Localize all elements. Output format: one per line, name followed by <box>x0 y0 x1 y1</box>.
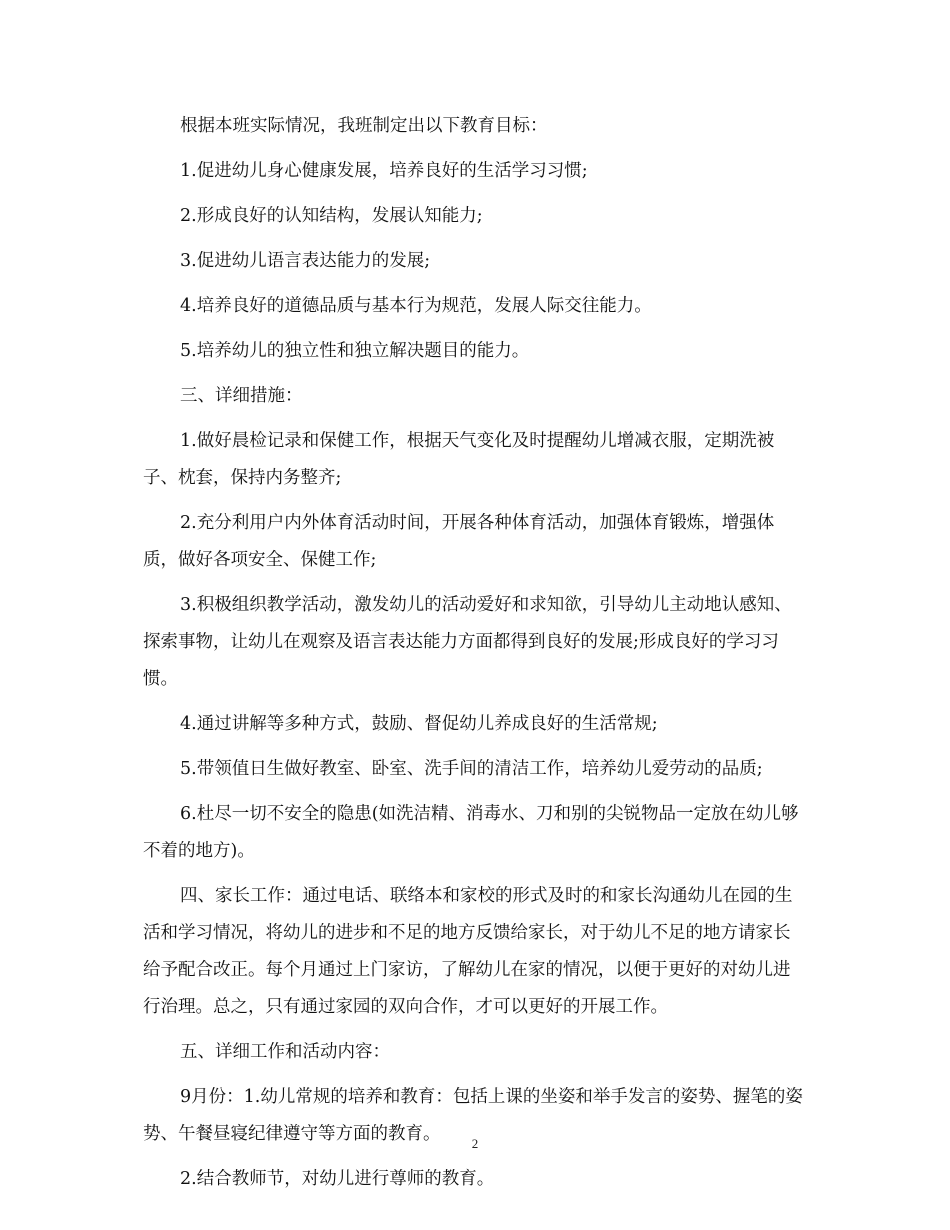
paragraph-measure-6: 6.杜尽一切不安全的隐患(如洗洁精、消毒水、刀和别的尖锐物品一定放在幼儿够不着的地方)。 <box>143 804 799 861</box>
paragraph-measure-4: 4.通过讲解等多种方式，鼓励、督促幼儿养成良好的生活常规; <box>180 714 658 734</box>
paragraph-measure-2: 2.充分利用户内外体育活动时间，开展各种体育活动，加强体育锻炼，增强体质，做好各项安全、保健工作; <box>143 513 775 570</box>
paragraph-goal-4: 4.培养良好的道德品质与基本行为规范，发展人际交往能力。 <box>180 296 652 316</box>
paragraph-september-2: 2.结合教师节，对幼儿进行尊师的教育。 <box>180 1169 495 1189</box>
section-heading-activities: 五、详细工作和活动内容： <box>180 1042 390 1062</box>
document-body <box>143 108 805 1206</box>
paragraph-goal-3: 3.促进幼儿语言表达能力的发展; <box>180 251 431 271</box>
paragraph-parent-work: 四、家长工作：通过电话、联络本和家校的形式及时的和家长沟通幼儿在园的生活和学习情况，将幼儿的进步和不足的地方反馈给家长，对于幼儿不足的地方请家长给予配合改正。每个月通过上门家访，了解幼儿在家的情况，以便于更好的对幼儿进行治理。总之，只有通过家园的双向合作，才可以更好的开展工作。 <box>143 886 793 1017</box>
paragraph-measure-5: 5.带领值日生做好教室、卧室、洗手间的清洁工作，培养幼儿爱劳动的品质; <box>180 759 763 779</box>
paragraph-goals-intro: 根据本班实际情况，我班制定出以下教育目标： <box>180 116 548 136</box>
page-number: 2 <box>471 1136 479 1151</box>
paragraph-measure-1: 1.做好晨检记录和保健工作，根据天气变化及时提醒幼儿增减衣服，定期洗被子、枕套，保持内务整齐; <box>143 431 775 488</box>
paragraph-measure-3: 3.积极组织教学活动，激发幼儿的活动爱好和求知欲，引导幼儿主动地认感知、探索事物，让幼儿在观察及语言表达能力方面都得到良好的发展;形成良好的学习习惯。 <box>143 595 792 689</box>
paragraph-goal-5: 5.培养幼儿的独立性和独立解决题目的能力。 <box>180 341 530 361</box>
paragraph-goal-1: 1.促进幼儿身心健康发展，培养良好的生活学习习惯; <box>180 161 588 181</box>
section-heading-measures: 三、详细措施： <box>180 386 303 406</box>
paragraph-goal-2: 2.形成良好的认知结构，发展认知能力; <box>180 206 483 226</box>
paragraph-september-1: 9月份：1.幼儿常规的培养和教育：包括上课的坐姿和举手发言的姿势、握笔的姿势、午餐昼寝纪律遵守等方面的教育。 <box>143 1087 803 1144</box>
